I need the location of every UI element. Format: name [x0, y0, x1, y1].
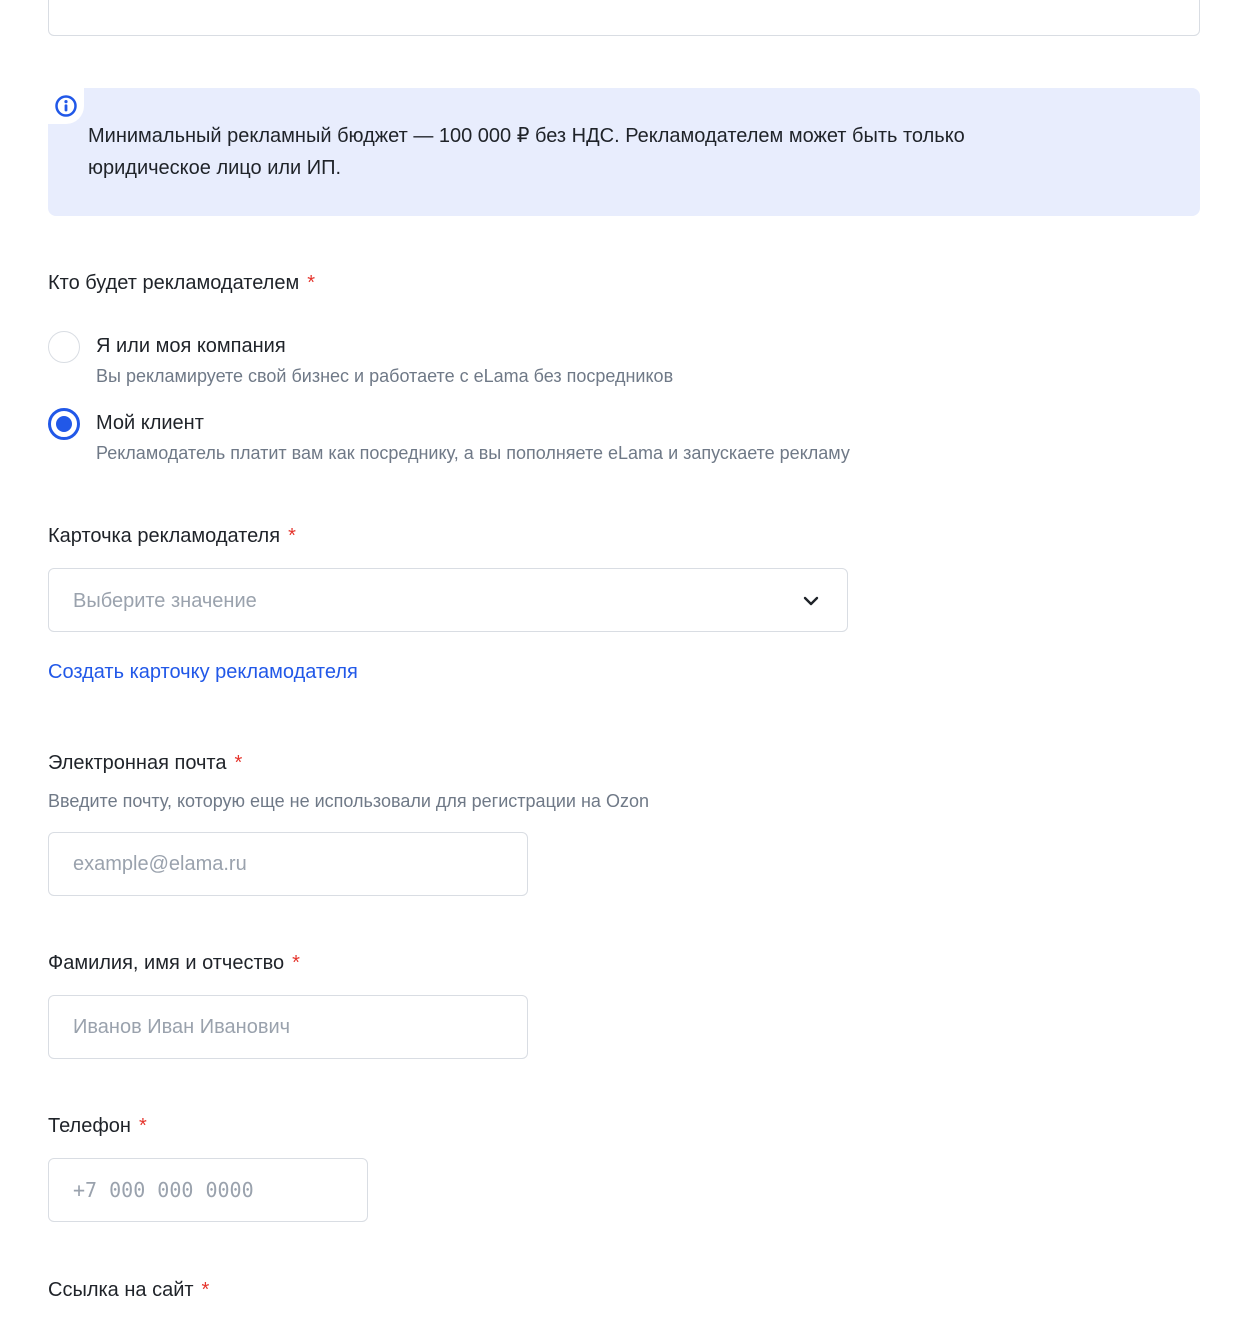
card-label — [48, 523, 296, 549]
advertiser-card-select[interactable] — [48, 568, 848, 632]
email-field[interactable] — [48, 832, 528, 896]
notice-text: Минимальный рекламный бюджет — 100 000 ₽ без НДС. Рекламодателем может быть только юридическое лицо или ИП. — [88, 125, 965, 179]
card-label-text: Карточка рекламодателя — [48, 525, 281, 547]
required-mark: * — [292, 952, 300, 974]
email-hint: Введите почту, которую еще не использовали для регистрации на Ozon — [48, 791, 649, 811]
radio-button-checked[interactable] — [48, 408, 80, 440]
radio-option-my-client[interactable] — [48, 408, 1148, 472]
radio-option-title: Мой клиент — [96, 412, 204, 434]
required-mark: * — [307, 272, 315, 294]
radio-option-description: Вы рекламируете свой бизнес и работаете с eLama без посредников — [96, 366, 674, 386]
info-icon — [54, 94, 78, 118]
required-mark: * — [201, 1279, 210, 1301]
radio-button[interactable] — [48, 331, 80, 363]
radio-option-description: Рекламодатель платит вам как посреднику, а вы пополняете eLama и запускаете рекламу — [96, 443, 850, 463]
create-card-link[interactable]: Создать карточку рекламодателя — [48, 661, 358, 683]
radio-option-my-company[interactable] — [48, 331, 1148, 395]
advertiser-label — [48, 270, 315, 296]
previous-field-input[interactable] — [48, 0, 1200, 36]
required-mark: * — [138, 1115, 147, 1137]
select-placeholder: Выберите значение — [73, 590, 257, 612]
phone-label-text: Телефон — [48, 1115, 131, 1137]
fullname-label — [48, 950, 300, 976]
website-label — [48, 1277, 209, 1303]
phone-label — [48, 1113, 147, 1139]
phone-field[interactable] — [48, 1158, 368, 1222]
website-label-text: Ссылка на сайт — [48, 1279, 194, 1301]
required-mark: * — [288, 525, 296, 547]
radio-option-title: Я или моя компания — [96, 335, 286, 357]
chevron-down-icon — [799, 589, 823, 613]
email-label — [48, 750, 242, 776]
required-mark: * — [234, 752, 243, 774]
fullname-field[interactable] — [48, 995, 528, 1059]
fullname-label-text: Фамилия, имя и отчество — [48, 952, 285, 974]
advertiser-label-text: Кто будет рекламодателем — [48, 272, 300, 294]
email-label-text: Электронная почта — [48, 752, 227, 774]
